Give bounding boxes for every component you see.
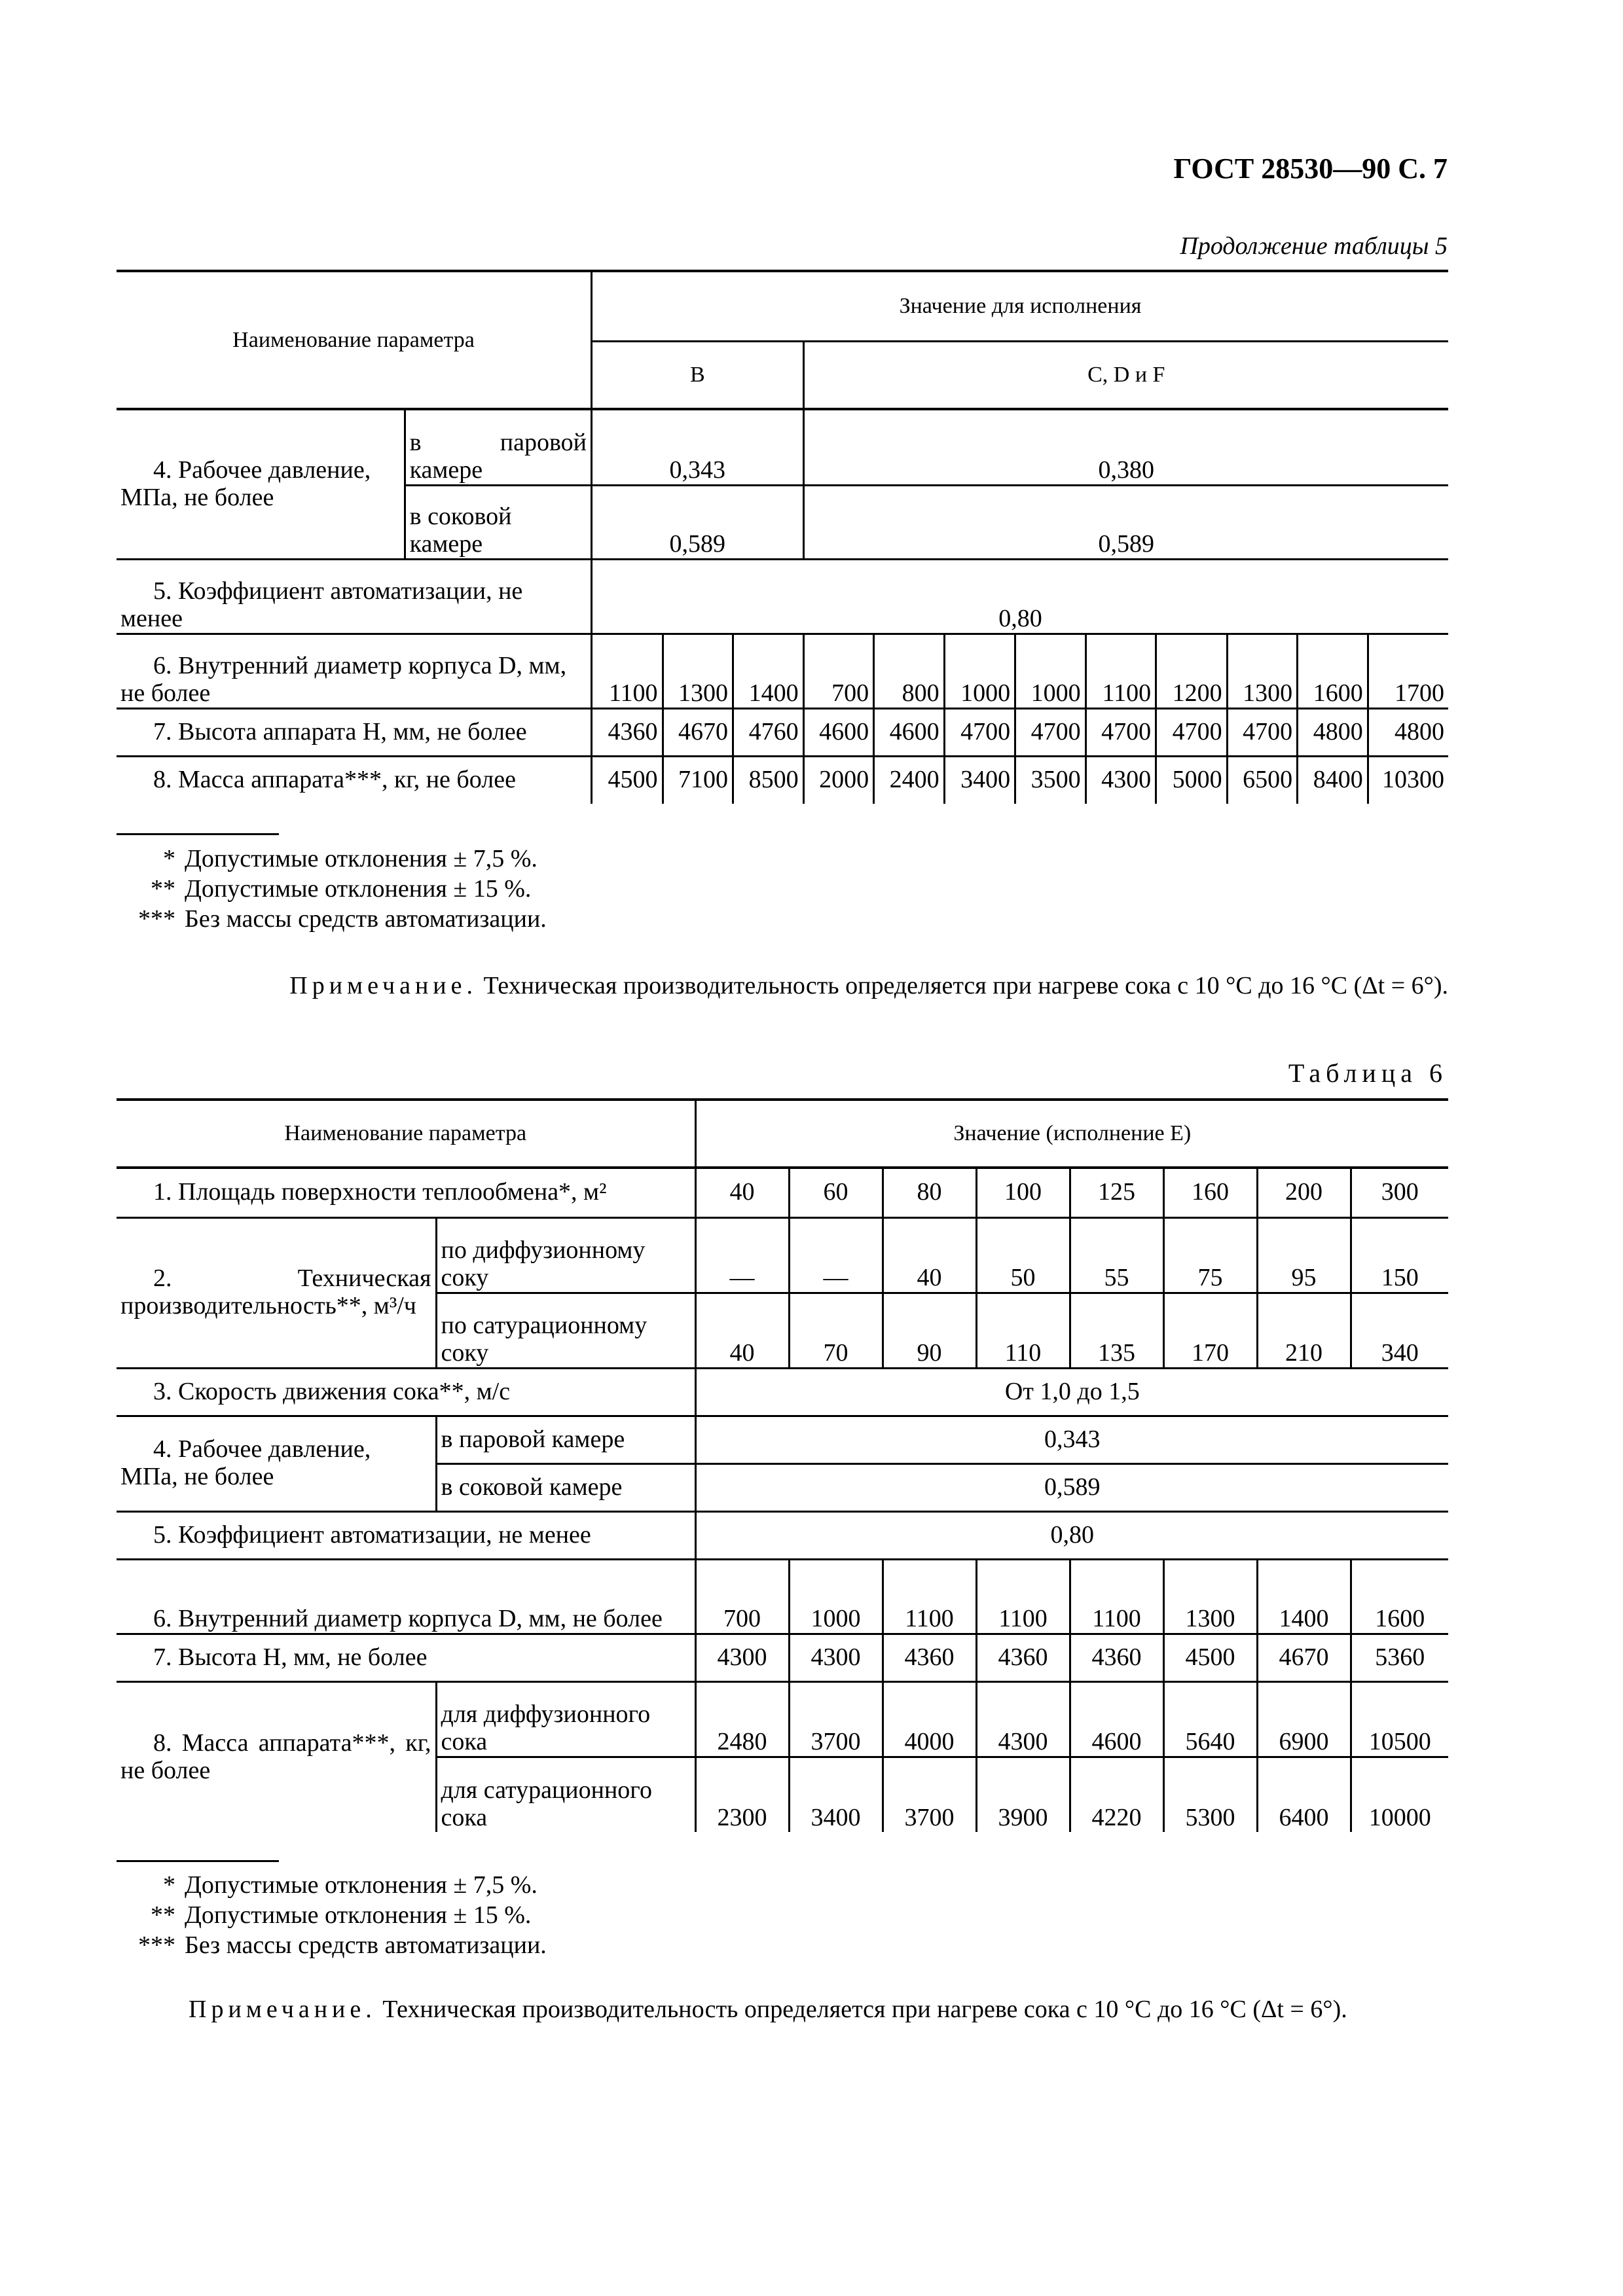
- row-4b-sub: в соковой камере: [436, 1463, 695, 1511]
- value-cell: 4220: [1070, 1757, 1163, 1832]
- footnote: ** Допустимые отклонения ± 15 %.: [151, 1901, 532, 1929]
- value-cell: 75: [1163, 1217, 1257, 1293]
- value-cell: 4760: [733, 708, 804, 756]
- value-cell: 4670: [1257, 1634, 1351, 1681]
- row-4a-sub: в паровой камере: [405, 409, 591, 485]
- row-5-value: 0,80: [695, 1511, 1448, 1559]
- value-cell: 210: [1257, 1293, 1351, 1368]
- value-cell: 1600: [1351, 1559, 1448, 1634]
- header-col-b: В: [592, 341, 804, 409]
- value-cell: 10500: [1351, 1681, 1448, 1757]
- footnote-rule: [117, 1860, 279, 1862]
- row-3-label: 3. Скорость движения сока**, м/с: [117, 1368, 695, 1416]
- value-cell: 5640: [1163, 1681, 1257, 1757]
- row-4b-sub: в соковой камере: [405, 485, 591, 559]
- row-5-label: 5. Коэффициент автоматизации, не менее: [117, 1511, 695, 1559]
- footnote: ** Допустимые отклонения ± 15 %.: [151, 875, 532, 903]
- value-cell: 150: [1351, 1217, 1448, 1293]
- value-cell: 5300: [1163, 1757, 1257, 1832]
- value-cell: 4670: [663, 708, 733, 756]
- footnote: * Допустимые отклонения ± 7,5 %.: [163, 1871, 538, 1899]
- value-cell: 135: [1070, 1293, 1163, 1368]
- value-cell: 4600: [1070, 1681, 1163, 1757]
- value-cell: 4800: [1298, 708, 1368, 756]
- row-4a-value: 0,343: [695, 1416, 1448, 1463]
- value-cell: 4300: [976, 1681, 1070, 1757]
- value-cell: 90: [883, 1293, 976, 1368]
- value-cell: 3400: [944, 756, 1015, 804]
- value-cell: 4360: [976, 1634, 1070, 1681]
- value-cell: 1700: [1368, 634, 1448, 708]
- value-cell: 1000: [789, 1559, 883, 1634]
- value-cell: 2300: [695, 1757, 789, 1832]
- row-6: [117, 1559, 1448, 1634]
- row-4-label: 4. Рабочее давление, МПа, не более: [117, 409, 405, 559]
- header-param: Наименование параметра: [117, 271, 592, 409]
- row-4b-value: 0,589: [695, 1463, 1448, 1511]
- row-4a-b: 0,343: [592, 409, 804, 485]
- value-cell: 1000: [1015, 634, 1086, 708]
- table-continuation-label: Продолжение таблицы 5: [1180, 232, 1448, 260]
- row-2-label: 2. Техническая производительность**, м³/ч: [117, 1217, 436, 1368]
- value-cell: 3400: [789, 1757, 883, 1832]
- value-cell: 3500: [1015, 756, 1086, 804]
- note-table-6: Примечание. Техническая производительность определяется при нагреве сока с 10 °С до 16 °С (Δt = 6°).: [189, 1996, 1347, 2023]
- value-cell: 2400: [874, 756, 945, 804]
- row-8a: [117, 1681, 1448, 1757]
- value-cell: 700: [803, 634, 874, 708]
- row-4b-b: 0,589: [592, 485, 804, 559]
- value-cell: 10000: [1368, 1804, 1431, 1832]
- footnote-rule: [117, 833, 279, 835]
- value-cell: 6500: [1227, 756, 1298, 804]
- value-cell: 4360: [883, 1634, 976, 1681]
- value-cell: 55: [1070, 1217, 1163, 1293]
- value-cell: 1400: [1257, 1559, 1351, 1634]
- value-cell: 300: [1351, 1168, 1448, 1217]
- value-cell: 4360: [1070, 1634, 1163, 1681]
- value-cell: 80: [883, 1168, 976, 1217]
- value-cell: 4700: [944, 708, 1015, 756]
- header-col-cdf: С, D и F: [803, 341, 1448, 409]
- footnote: *** Без массы средств автоматизации.: [138, 905, 547, 933]
- header-value: Значение для исполнения: [592, 271, 1448, 341]
- value-cell: 5000: [1156, 756, 1228, 804]
- value-cell: 8400: [1298, 756, 1368, 804]
- row-7-label: 7. Высота H, мм, не более: [117, 1634, 695, 1681]
- row-8-label: 8. Масса аппарата***, кг, не более: [117, 1681, 436, 1832]
- value-cell: 340: [1351, 1293, 1448, 1368]
- row-4-label: 4. Рабочее давление, МПа, не более: [117, 1416, 436, 1511]
- value-cell: 4360: [592, 708, 663, 756]
- value-cell: 1100: [976, 1559, 1070, 1634]
- header-param: Наименование параметра: [117, 1100, 695, 1168]
- value-cell: 3700: [883, 1757, 976, 1832]
- value-cell: 40: [883, 1217, 976, 1293]
- row-7: [117, 1634, 1448, 1681]
- value-cell: 200: [1257, 1168, 1351, 1217]
- value-cell: 50: [976, 1217, 1070, 1293]
- value-cell: 125: [1070, 1168, 1163, 1217]
- header-value: Значение (исполнение Е): [695, 1100, 1448, 1168]
- value-cell: 4300: [695, 1634, 789, 1681]
- value-cell: 95: [1257, 1217, 1351, 1293]
- row-3-value: От 1,0 до 1,5: [695, 1368, 1448, 1416]
- value-cell: 110: [976, 1293, 1070, 1368]
- table-6-title: Таблица 6: [1288, 1058, 1448, 1088]
- value-cell: 5360: [1351, 1634, 1448, 1681]
- value-cell: 4700: [1085, 708, 1156, 756]
- value-cell: 60: [789, 1168, 883, 1217]
- table-6: [117, 1098, 1448, 1832]
- row-6-label: 6. Внутренний диаметр корпуса D, мм, не более: [117, 1559, 695, 1634]
- value-cell: 4500: [592, 756, 663, 804]
- value-cell: 4000: [883, 1681, 976, 1757]
- row-2a-sub: по диффузионному соку: [436, 1217, 695, 1293]
- value-cell: 7100: [663, 756, 733, 804]
- value-cell: 40: [695, 1168, 789, 1217]
- row-2b-sub: по сатурационному соку: [436, 1293, 695, 1368]
- value-cell: 1400: [733, 634, 804, 708]
- value-cell: 6400: [1257, 1757, 1351, 1832]
- value-cell: 4800: [1368, 708, 1448, 756]
- value-cell: 4600: [803, 708, 874, 756]
- row-7-label: 7. Высота аппарата H, мм, не более: [117, 708, 592, 756]
- row-1-label: 1. Площадь поверхности теплообмена*, м²: [117, 1168, 695, 1217]
- row-6: [117, 634, 1448, 708]
- value-cell: 70: [789, 1293, 883, 1368]
- value-cell: 4500: [1163, 1634, 1257, 1681]
- row-2a: [117, 1217, 1448, 1293]
- value-cell: 40: [695, 1293, 789, 1368]
- row-8a-sub: для диффузионного сока: [436, 1681, 695, 1757]
- row-5-label: 5. Коэффициент автоматизации, не менее: [117, 559, 592, 634]
- value-cell: 4700: [1227, 708, 1298, 756]
- value-cell: 1600: [1298, 634, 1368, 708]
- value-cell: 4700: [1015, 708, 1086, 756]
- row-7: [117, 708, 1448, 756]
- value-cell: 700: [695, 1559, 789, 1634]
- value-cell: 170: [1163, 1293, 1257, 1368]
- row-4a-cdf: 0,380: [803, 409, 1448, 485]
- value-cell: 2000: [803, 756, 874, 804]
- footnote: * Допустимые отклонения ± 7,5 %.: [163, 845, 538, 872]
- table-5: [117, 270, 1448, 804]
- value-cell: 1000: [944, 634, 1015, 708]
- row-5-value: 0,80: [592, 559, 1448, 634]
- row-1: [117, 1168, 1448, 1217]
- value-cell: 1100: [883, 1559, 976, 1634]
- value-cell: 4600: [874, 708, 945, 756]
- row-6-label: 6. Внутренний диаметр корпуса D, мм, не более: [117, 634, 592, 708]
- row-4b-cdf: 0,589: [803, 485, 1448, 559]
- value-cell: 800: [874, 634, 945, 708]
- value-cell: 100: [976, 1168, 1070, 1217]
- value-cell: 10300: [1382, 766, 1444, 794]
- row-8: [117, 756, 1448, 804]
- value-cell: 1200: [1156, 634, 1228, 708]
- value-cell: 2480: [695, 1681, 789, 1757]
- value-cell: 1100: [1070, 1559, 1163, 1634]
- value-cell: 8500: [733, 756, 804, 804]
- row-8b-sub: для сатурационного сока: [436, 1757, 695, 1832]
- value-cell: 6900: [1257, 1681, 1351, 1757]
- value-cell: 1100: [1085, 634, 1156, 708]
- value-cell: 4300: [1085, 756, 1156, 804]
- value-cell: 160: [1163, 1168, 1257, 1217]
- value-cell: 1100: [592, 634, 663, 708]
- footnote: *** Без массы средств автоматизации.: [138, 1931, 547, 1959]
- value-cell: 1300: [663, 634, 733, 708]
- value-cell: 3700: [789, 1681, 883, 1757]
- value-cell: —: [789, 1217, 883, 1293]
- row-4a-sub: в паровой камере: [436, 1416, 695, 1463]
- value-cell: 3900: [976, 1757, 1070, 1832]
- value-cell: 1300: [1163, 1559, 1257, 1634]
- value-cell: 4700: [1156, 708, 1228, 756]
- value-cell: —: [695, 1217, 789, 1293]
- row-8-label: 8. Масса аппарата***, кг, не более: [117, 756, 592, 804]
- value-cell: 1300: [1227, 634, 1298, 708]
- value-cell: 4300: [789, 1634, 883, 1681]
- note-table-5: Примечание. Техническая производительность определяется при нагреве сока с 10 °С до 16 °С (Δt = 6°).: [289, 972, 1448, 999]
- page-header: ГОСТ 28530—90 С. 7: [1173, 152, 1448, 185]
